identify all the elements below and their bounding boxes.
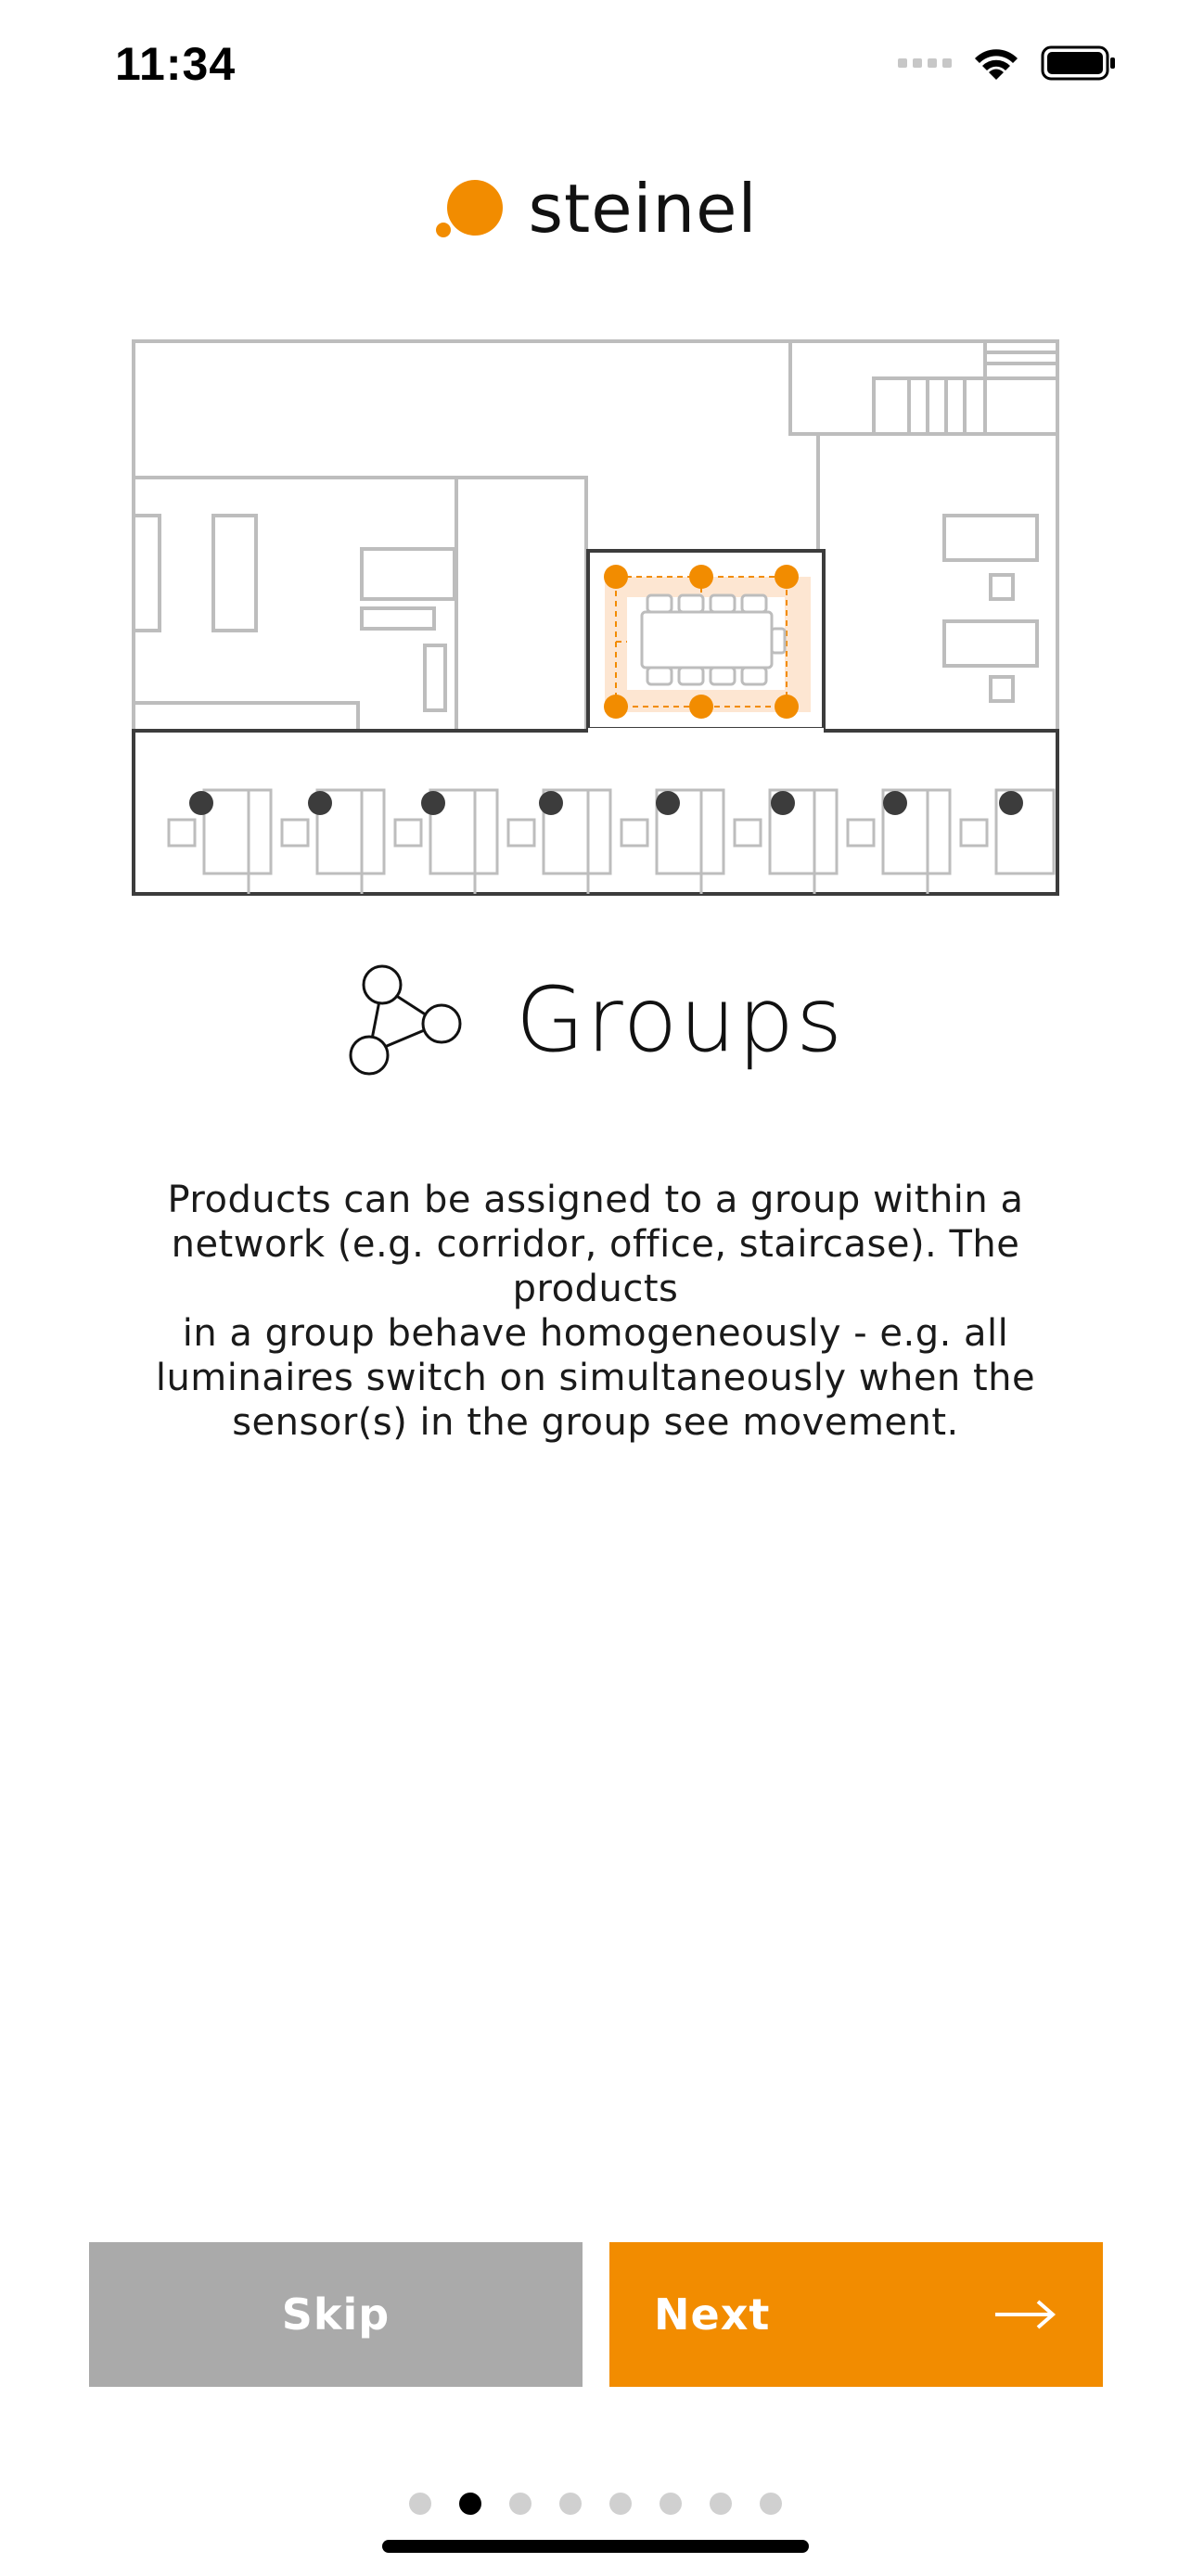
page-indicator: [0, 2493, 1191, 2515]
skip-button-label: Skip: [281, 2289, 391, 2340]
description-line: network (e.g. corridor, office, staircase). The products: [171, 1223, 1020, 1310]
page-dot[interactable]: [760, 2493, 782, 2515]
steinel-logo: [0, 167, 1191, 250]
office-floorplan-illustration: [132, 334, 1059, 896]
home-indicator[interactable]: [382, 2540, 809, 2553]
page-dot[interactable]: [609, 2493, 632, 2515]
skip-button[interactable]: [89, 2242, 583, 2387]
cellular-signal-icon: [898, 58, 952, 68]
groups-network-icon: [347, 963, 469, 1078]
description-line: in a group behave homogeneously - e.g. all: [182, 1312, 1009, 1355]
page-dot[interactable]: [660, 2493, 682, 2515]
status-icons: [898, 45, 1117, 82]
feature-title: Groups: [515, 968, 845, 1072]
description-line: sensor(s) in the group see movement.: [232, 1401, 959, 1444]
feature-description: [83, 1178, 1108, 1445]
page-dot[interactable]: [409, 2493, 431, 2515]
next-button-label: Next: [654, 2289, 771, 2340]
steinel-logo-dot-icon: [434, 176, 508, 241]
arrow-right-icon: [993, 2296, 1058, 2333]
next-button[interactable]: [609, 2242, 1103, 2387]
page-dot[interactable]: [710, 2493, 732, 2515]
page-dot[interactable]: [509, 2493, 531, 2515]
page-dot-active[interactable]: [459, 2493, 481, 2515]
description-line: luminaires switch on simultaneously when the: [155, 1357, 1036, 1399]
status-bar: [0, 0, 1191, 139]
status-time: 11:34: [115, 38, 237, 90]
battery-icon: [1041, 45, 1117, 82]
feature-header: [0, 955, 1191, 1085]
logo-text: steinel: [528, 170, 758, 248]
wifi-icon: [972, 45, 1020, 82]
page-dot[interactable]: [559, 2493, 582, 2515]
description-line: Products can be assigned to a group within a: [167, 1179, 1024, 1221]
